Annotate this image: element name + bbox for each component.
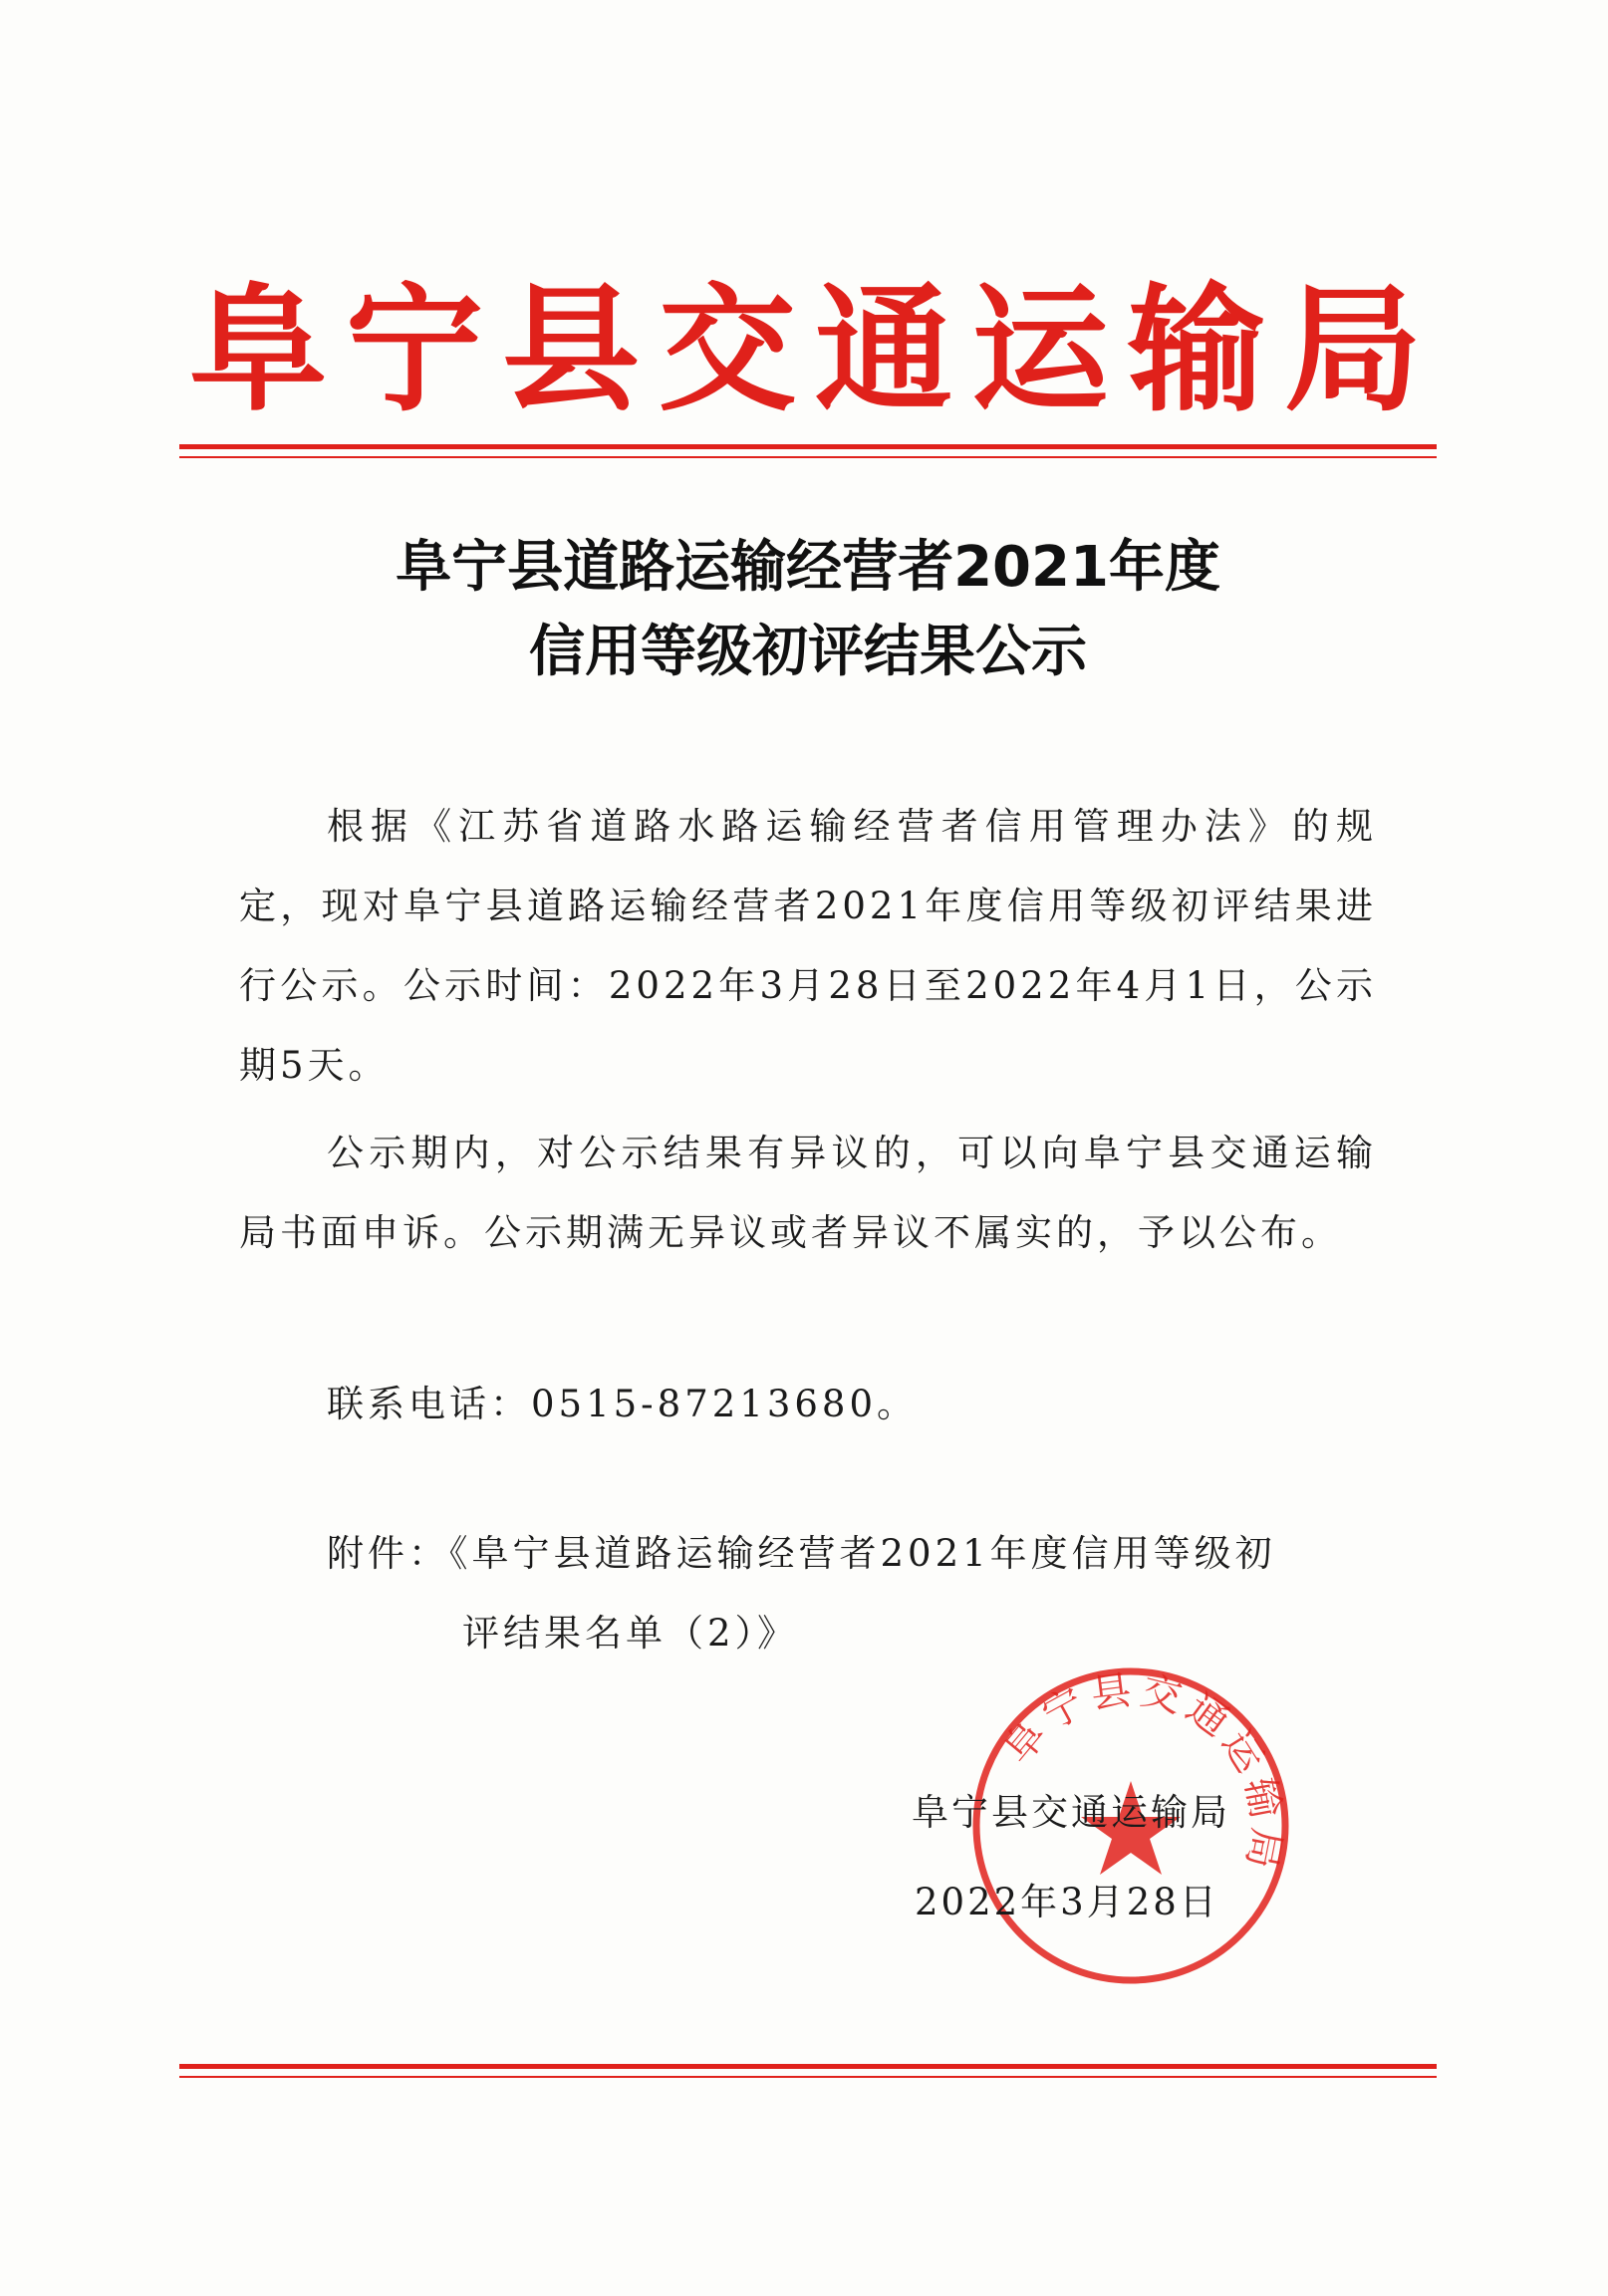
- svg-text:阜宁县交通运输局: 阜宁县交通运输局: [994, 1666, 1290, 1879]
- body-paragraph-2: 公示期内，对公示结果有异议的，可以向阜宁县交通运输局书面申诉。公示期满无异议或者异议不属实的，予以公布。: [239, 1132, 1377, 1254]
- signature-organization: 阜宁县交通运输局: [912, 1791, 1230, 1834]
- document-title-line1: 阜宁县道路运输经营者2021年度: [396, 535, 1220, 600]
- signature-date: 2022年3月28日: [915, 1881, 1219, 1923]
- body-paragraph-1: 根据《江苏省道路水路运输经营者信用管理办法》的规定，现对阜宁县道路运输经营者2021年度信用等级初评结果进行公示。公示时间：2022年3月28日至2022年4月1日，公示期5天。: [239, 805, 1377, 1087]
- footer-rule-thick: [179, 2064, 1437, 2069]
- letterhead-rule-thick: [179, 444, 1437, 449]
- footer-rule-thin: [179, 2076, 1437, 2078]
- attachment-line-2: 评结果名单（2）》: [462, 1612, 799, 1655]
- letterhead-rule-thin: [179, 456, 1437, 458]
- attachment-line-1: 附件：《阜宁县道路运输经营者2021年度信用等级初: [327, 1532, 1276, 1575]
- contact-phone: 联系电话：0515-87213680。: [327, 1383, 918, 1425]
- document-title-line2: 信用等级初评结果公示: [529, 620, 1087, 684]
- letterhead-title: 阜宁县交通运输局: [189, 270, 1442, 430]
